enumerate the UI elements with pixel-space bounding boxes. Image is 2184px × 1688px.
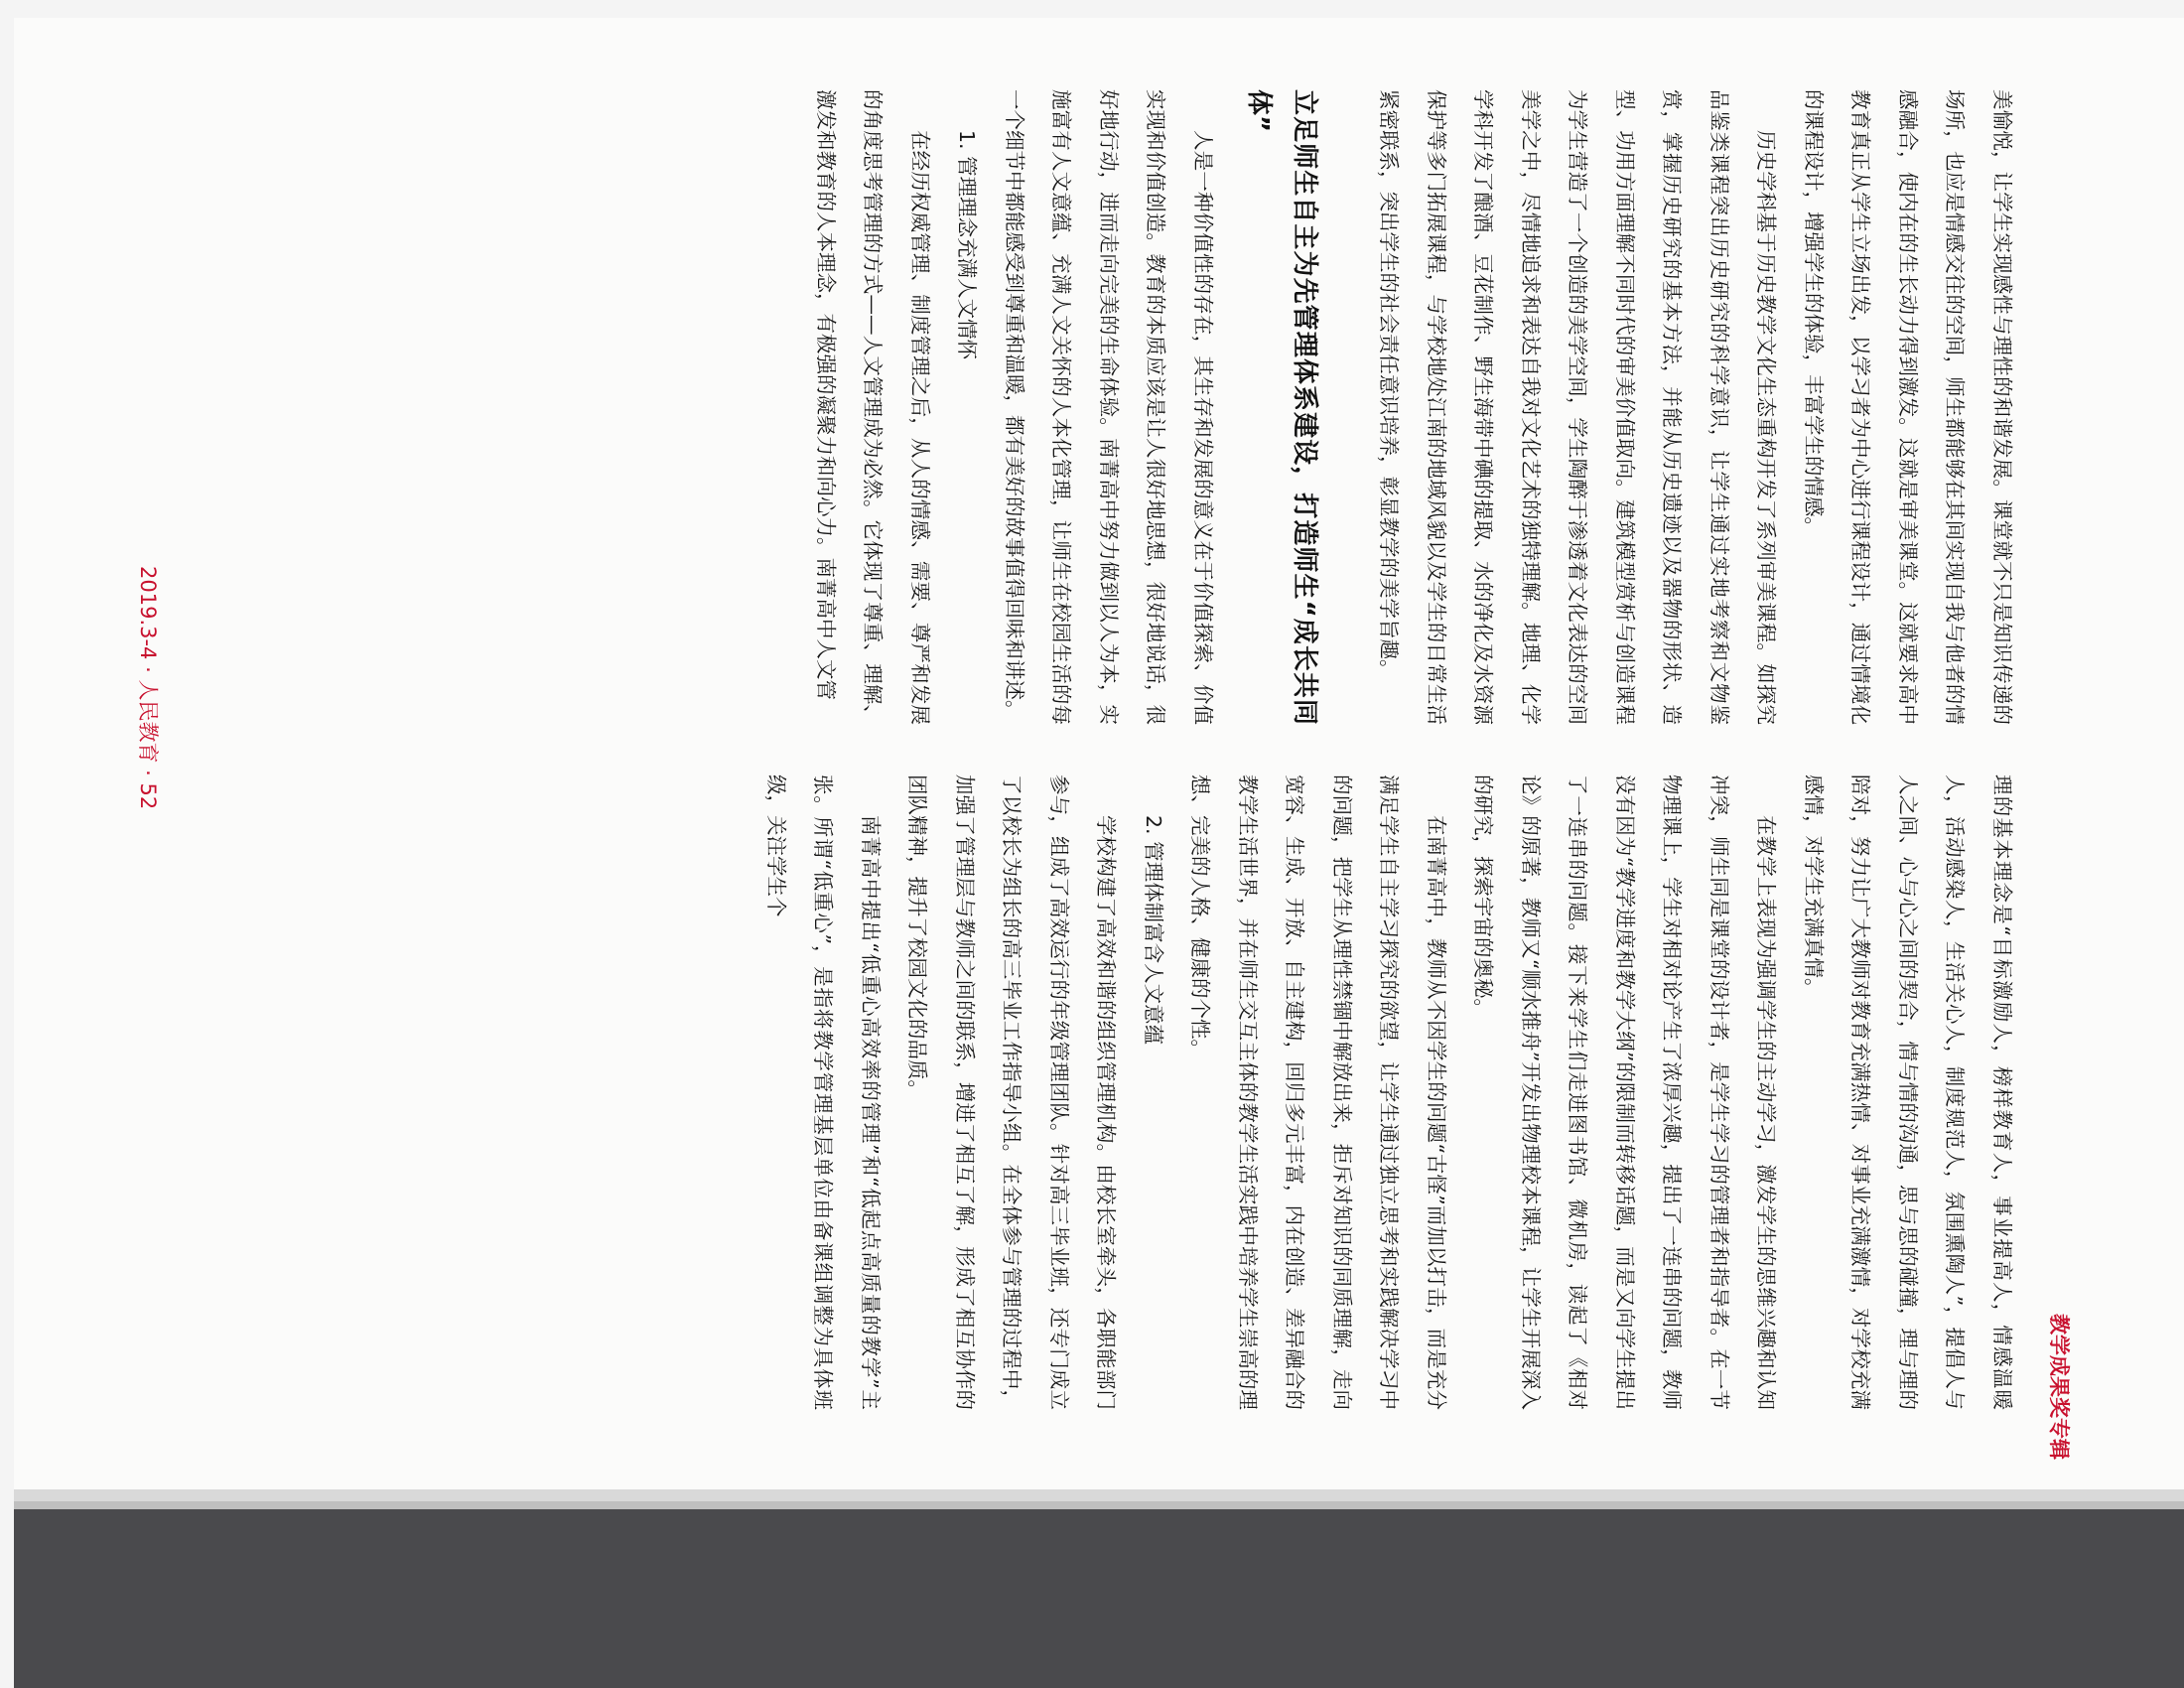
section-heading: 立足师生自主为先管理体系建设，打造师生“成长共同体” (1244, 89, 1319, 725)
page-footer (134, 566, 164, 963)
section-tag: 教学成果奖专辑 (2047, 1314, 2071, 1460)
paragraph: 人是一种价值性的存在，其生存和发展的意义在于价值探索、价值实现和价值创造。教育的本质应该是让人很好地思想，很好地说话，很好地行动，进而走向完美的生命体验。南菁高中努力做到以人为本，实施富有人文意蕴、充满人文关怀的人本化管理，让师生在校园生活的每一个细节中都能感受到尊重和温暖，都有美好的故事值得回味和讲述。 (1003, 89, 1215, 725)
left-column (179, 89, 2025, 725)
paragraph: 美愉悦，让学生实现感性与理性的和谐发展。课堂就不只是知识传递的场所，也应是情感交往的空间，师生都能够在其间实现自我与他者的情感融合，使内在的生长动力得到激发。这就是审美课堂。这就要求高中教育真正从学生立场出发，以学习者为中心进行课程设计，通过情境化的课程设计，增强学生的体验，丰富学生的情感。 (1802, 89, 2014, 725)
page-edge (14, 1489, 2184, 1501)
rotated-page-content (40, 50, 2144, 1479)
paragraph: 在经历权威管理、制度管理之后，从人的情感、需要、尊严和发展的角度思考管理的方式——人文管理成为必然。它体现了尊重、理解、激发和教育的人本理念，有极强的凝聚力和向心力。南菁高中人文管 (814, 89, 932, 725)
publication-name: 人民教育 (136, 679, 160, 764)
subheading: 1. 管理理念充满人文情怀 (955, 130, 980, 360)
right-column (179, 774, 2025, 1410)
paragraph: 历史学科基于历史教学文化生态重构开发了系列审美课程。如探究品鉴类课程突出历史研究的科学意识，让学生通过实地考察和文物鉴赏，掌握历史研究的基本方法，并能从历史遗迹以及器物的形状、造型、功用方面理解不同时代的审美价值取向。建筑模型赏析与创造课程为学生营造了一个创造的美学空间，学生陶醉于渗透着文化表达的空间美学之中，尽情地追求和表达自我对文化艺术的独特理解。地理、化学学科开发了酿酒、豆花制作、野生海带中碘的提取、水的净化及水资源保护等多门拓展课程，与学校地处江南的地域风貌以及学生的日常生活紧密联系，突出学生的社会责任意识培养，彰显教学的美学旨趣。 (1377, 89, 1779, 725)
page-stack-shadow (14, 1509, 2184, 1688)
paragraph: 学校构建了高效和谐的组织管理机构。由校长室牵头，各职能部门参与，组成了高效运行的年级管理团队。针对高三毕业班，还专门成立了以校长为组长的高三毕业工作指导小组。在全体参与管理的过程中，加强了管理层与教师之间的联系，增进了相互了解，形成了相互协作的团队精神，提升了校园文化的品质。 (905, 774, 1119, 1410)
paragraph: 理的基本理念是“目标激励人，榜样教育人，事业提高人，情感温暖人，活动感染人，生活关心人，制度规范人，氛围熏陶人”，提倡人与人之间、心与心之间的契合，情与情的沟通，思与思的碰撞，理与理的陪对，努力让广大教师对教育充满热情、对事业充满激情，对学校充满感情，对学生充满真情。 (1802, 774, 2014, 1410)
paragraph: 在教学上表现为强调学生的主动学习，激发学生的思维兴趣和认知冲突，师生同是课堂的设计者，是学生学习的管理者和指导者。在一节物理课上，学生对相对论产生了浓厚兴趣，提出了一连串的问题，教师没有因为“教学进度和教学大纲”的限制而转移话题，而是又向学生提出了一连串的问题。接下来学生们走进图书馆、微机房，读起了《相对论》的原著，教师又“顺水推舟”开发出物理校本课程，让学生开展深入的研究，探索宇宙的奥秘。 (1471, 774, 1779, 1410)
footer-separator: · (136, 666, 160, 680)
footer-separator: · (136, 770, 160, 783)
issue-date: 2019.3-4 (136, 566, 160, 660)
paragraph: 南菁高中提出“低重心高效率的管理”和“低起点高质量的教学”主张。所谓“低重心”，是指将教学管理基层单位由备课组调整为具体班级，关注学生个 (764, 774, 883, 1410)
page-number: 52 (136, 782, 160, 810)
paragraph: 在南菁高中，教师从不因学生的问题“古怪”而加以打击，而是充分满足学生自主学习探究的欲望，让学生通过独立思考和实践解决学习中的问题，把学生从理性禁锢中解放出来，拒斥对知识的同质理解，走向宽容、生成、开放、自主建构，回归多元丰富，内在创造、差异融合的教学生活世界，并在师生交互主体的教学生活实践中培养学生崇高的理想、完美的人格、健康的个性。 (1188, 774, 1448, 1410)
page-edge-inner (14, 1501, 2184, 1509)
subheading: 2. 管理体制富含人文意蕴 (1142, 815, 1165, 1046)
